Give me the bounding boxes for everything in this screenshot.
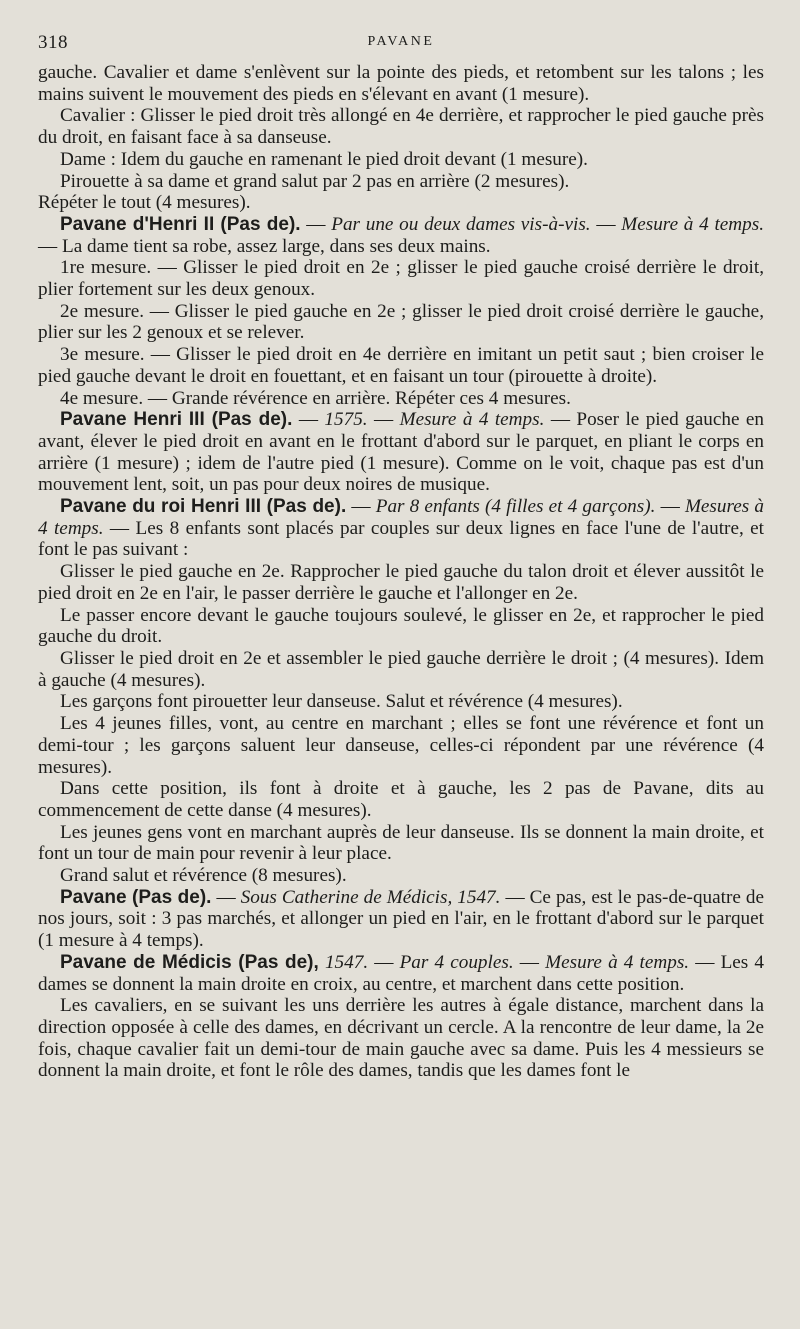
paragraph-text: Cavalier : Glisser le pied droit très allongé en 4e derrière, et rapprocher le pied gauche près du droit, en faisant face à sa danseuse. xyxy=(38,105,764,149)
italic-text: Par 8 enfants (4 filles et 4 garçons). xyxy=(375,496,656,518)
paragraph-text: Les jeunes gens vont en marchant auprès de leur danseuse. Ils se donnent la main droite, et font un tour de main pour revenir à leur place. xyxy=(38,821,764,865)
paragraph-text: Les garçons font pirouetter leur danseuse. Salut et révérence (4 mesures). xyxy=(60,691,623,713)
paragraph xyxy=(38,257,764,300)
paragraph-text: Glisser le pied droit en 2e et assembler le pied gauche derrière le droit ; (4 mesures). Idem à gauche (4 mesures). xyxy=(38,647,764,691)
paragraph xyxy=(38,105,764,148)
paragraph xyxy=(38,952,764,995)
paragraph-text: gauche. Cavalier et dame s'enlèvent sur la pointe des pieds, et retombent sur les talons ; les mains suivent le mouvement des pieds en s'élevant en avant (1 mesure). xyxy=(38,62,764,105)
paragraph-text: — xyxy=(300,213,332,235)
paragraph-text: — xyxy=(513,951,546,973)
paragraph-text: — xyxy=(211,886,241,908)
paragraph-text: — xyxy=(292,409,325,431)
italic-text: Mesure à 4 temps. xyxy=(621,213,765,235)
paragraph-text: — La dame tient sa robe, assez large, dans ses deux mains. xyxy=(38,235,491,257)
paragraph-text: — xyxy=(655,496,685,518)
paragraph-text: — Ce pas, est le pas-de-quatre de nos jours, soit : 3 pas marchés, et allonger un pied en l'air, en le frottant d'abord sur le parquet (1 mesure à 4 temps). xyxy=(38,886,764,952)
paragraph xyxy=(38,214,764,257)
paragraph-text: — xyxy=(346,496,376,518)
paragraph-text: — xyxy=(368,951,400,973)
paragraph-text: — xyxy=(367,409,400,431)
paragraph-text: Répéter le tout (4 mesures). xyxy=(38,192,251,214)
paragraph-text: 1re mesure. — Glisser le pied droit en 2e ; glisser le pied gauche croisé derrière le droit, plier fortement sur les deux genoux. xyxy=(38,257,764,301)
entry-heading: Pavane Henri III (Pas de). xyxy=(60,409,293,431)
italic-text: 1575. xyxy=(324,409,368,431)
entry-heading: Pavane de Médicis (Pas de), xyxy=(60,951,319,973)
paragraph xyxy=(38,995,764,1082)
paragraph xyxy=(38,691,764,713)
paragraph xyxy=(38,344,764,387)
paragraph-text: Dame : Idem du gauche en ramenant le pied droit devant (1 mesure). xyxy=(60,148,588,170)
paragraph xyxy=(38,171,764,193)
paragraph-text: Les cavaliers, en se suivant les uns derrière les autres à égale distance, marchent dans la direction opposée à celle des dames, en décrivant un cercle. A la rencontre de leur dame, la 2e fois, chaque cavalier fait un demi-tour de main gauche avec sa dame. Puis les 4 messieurs se donnent la main droite, et font le rôle des dames, tandis que les dames font le xyxy=(38,995,764,1082)
italic-text: Mesures à 4 temps. xyxy=(38,496,764,539)
italic-text: Par 4 couples. xyxy=(399,951,514,973)
paragraph xyxy=(38,648,764,691)
page-number: 318 xyxy=(38,32,68,53)
paragraph-text: 4e mesure. — Grande révérence en arrière. Répéter ces 4 mesures. xyxy=(60,387,571,409)
paragraph xyxy=(38,865,764,887)
italic-text: Sous Catherine de Médicis, 1547. xyxy=(240,886,501,908)
paragraph xyxy=(38,388,764,410)
paragraph-text: Dans cette position, ils font à droite et à gauche, les 2 pas de Pavane, dits au commencement de cette danse (4 mesures). xyxy=(38,778,764,821)
italic-text: Par une ou deux dames vis-à-vis. xyxy=(331,213,591,235)
paragraph-text: 2e mesure. — Glisser le pied gauche en 2e ; glisser le pied droit croisé derrière le gauche, plier sur les 2 genoux et se relever. xyxy=(38,300,764,344)
paragraph xyxy=(38,62,764,105)
paragraph-text: — Les 4 dames se donnent la main droite en croix, au centre, et marchent dans cette position. xyxy=(38,951,764,995)
paragraph xyxy=(38,713,764,778)
paragraph xyxy=(38,561,764,604)
italic-text: 1547. xyxy=(324,951,369,973)
body-text xyxy=(38,62,764,1082)
running-title: PAVANE xyxy=(367,34,435,49)
paragraph-text: Glisser le pied gauche en 2e. Rapprocher le pied gauche du talon droit et élever aussitôt le pied droit en 2e en l'air, le passer derrière le gauche et l'allonger en 2e. xyxy=(38,561,764,604)
italic-text: Mesure à 4 temps. xyxy=(399,409,545,431)
paragraph xyxy=(38,822,764,865)
paragraph-text: Pirouette à sa dame et grand salut par 2 pas en arrière (2 mesures). xyxy=(60,170,570,192)
paragraph xyxy=(38,778,764,821)
paragraph-text: — Poser le pied gauche en avant, élever le pied droit en avant en le frottant d'abord sur le parquet, en pliant le corps en arrière (1 mesure) ; idem de l'autre pied (1 mesure). Comme on le voit, chaque pas est d'un mouvement lent, soit, un pas pour deux noires de musique. xyxy=(38,409,764,496)
paragraph xyxy=(38,605,764,648)
paragraph xyxy=(38,192,764,214)
paragraph-text: Le passer encore devant le gauche toujours soulevé, le glisser en 2e, et rapprocher le pied gauche du droit. xyxy=(38,604,764,648)
paragraph xyxy=(38,496,764,561)
italic-text: Mesure à 4 temps. xyxy=(545,951,690,973)
paragraph-text: — Les 8 enfants sont placés par couples sur deux lignes en face l'une de l'autre, et font le pas suivant : xyxy=(38,517,764,561)
paragraph-text: Grand salut et révérence (8 mesures). xyxy=(60,865,347,887)
paragraph xyxy=(38,301,764,344)
entry-heading: Pavane d'Henri II (Pas de). xyxy=(60,213,301,235)
paragraph xyxy=(38,149,764,171)
entry-heading: Pavane (Pas de). xyxy=(60,886,212,908)
paragraph xyxy=(38,409,764,496)
running-head xyxy=(38,28,764,62)
paragraph-text: Les 4 jeunes filles, vont, au centre en marchant ; elles se font une révérence et font un demi-tour ; les garçons saluent leur danseuse, celles-ci répondent par une révérence (4 mesures). xyxy=(38,713,764,778)
paragraph-text: — xyxy=(590,213,622,235)
entry-heading: Pavane du roi Henri III (Pas de). xyxy=(60,496,347,518)
paragraph xyxy=(38,887,764,952)
paragraph-text: 3e mesure. — Glisser le pied droit en 4e derrière en imitant un petit saut ; bien croiser le pied gauche devant le droit en fouettant, et en faisant un tour (pirouette à droite). xyxy=(38,344,764,387)
